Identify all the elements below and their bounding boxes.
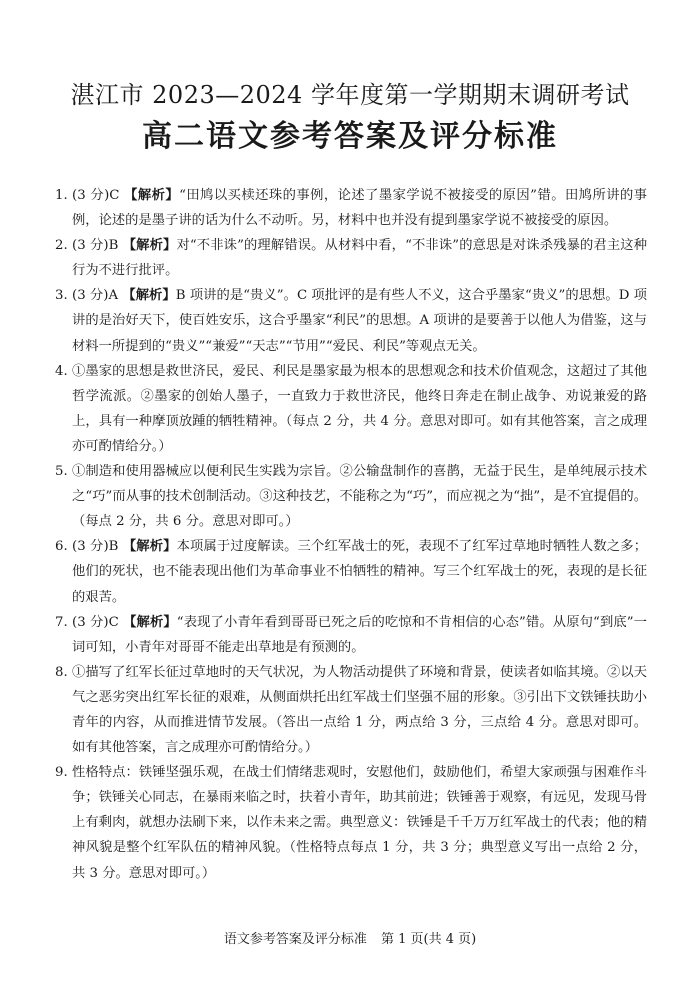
- analysis-tag: 【解析】: [122, 288, 176, 304]
- page-footer: [0, 930, 700, 950]
- footer-doc-name: 语文参考答案及评分标准: [223, 932, 367, 947]
- answer-item-9: [55, 760, 647, 885]
- answer-item-6: [55, 534, 647, 609]
- answer-number: 7.: [55, 614, 68, 630]
- answer-item-7: [55, 610, 647, 660]
- answer-text: 对“不非诛”的理解错误。从材料中看，“不非诛”的意思是对诛杀残暴的君主这种行为不进行批评。: [72, 238, 647, 279]
- answer-choice: (3 分)C: [72, 188, 120, 203]
- answer-number: 5.: [55, 464, 68, 480]
- answer-text: ①描写了红军长征过草地时的天气状况，为人物活动提供了环境和背景，使读者如临其境。②以天气之恶劣突出红军长征的艰难，从侧面烘托出红军战士们坚强不屈的形象。③引出下文铁锤扶助小青年的内容，从而推进情节发展。（答出一点给 1 分，两点给 3 分，三点给 4 分。意思对即可。如有其他答案，言之成理亦可酌情给分。）: [72, 664, 647, 756]
- analysis-tag: 【解析】: [122, 539, 177, 555]
- answer-number: 4.: [55, 363, 68, 379]
- answer-text: ①墨家的思想是救世济民，爱民、利民是墨家最为根本的思想观念和技术价值观念，这超过了其他哲学流派。②墨家的创始人墨子，一直致力于救世济民，他终日奔走在制止战争、劝说兼爱的路上，具有一种摩顶放踵的牺牲精神。（每点 2 分，共 4 分。意思对即可。如有其他答案，言之成理亦可酌情给分。）: [72, 363, 647, 454]
- answer-number: 1.: [55, 188, 68, 203]
- exam-title: 湛江市 2023—2024 学年度第一学期期末调研考试: [70, 81, 630, 109]
- answer-item-1: [55, 183, 647, 233]
- answer-text: 本项属于过度解读。三个红军战士的死，表现不了红军过草地时牺牲人数之多；他们的死状，也不能表现出他们为革命事业不怕牺牲的精神。写三个红军战士的死，表现的是长征的艰苦。: [72, 539, 647, 605]
- analysis-tag: 【解析】: [123, 614, 177, 630]
- document-subtitle: 高二语文参考答案及评分标准: [142, 119, 558, 154]
- answer-item-8: [55, 660, 647, 760]
- answer-choice: (3 分)B: [72, 238, 119, 254]
- answer-list: [55, 183, 647, 886]
- footer-page-number: 第 1 页(共 4 页): [380, 932, 477, 947]
- answer-text: 性格特点：铁锤坚强乐观，在战士们情绪悲观时，安慰他们，鼓励他们，希望大家顽强与困难作斗争；铁锤关心同志，在暴雨来临之时，扶着小青年，助其前进；铁锤善于观察，有远见，发现马骨上有剩肉，就想办法刷下来，以作未来之需。典型意义：铁锤是千千万万红军战士的代表；他的精神风貌是整个红军队伍的精神风貌。（性格特点每点 1 分，共 3 分；典型意义写出一点给 2 分，共 3 分。意思对即可。）: [72, 765, 647, 881]
- answer-item-2: [55, 233, 647, 283]
- answer-text: ①制造和使用器械应以便利民生实践为宗旨。②公输盘制作的喜鹊，无益于民生，是单纯展示技术之“巧”而从事的技术创制活动。③这种技艺，不能称之为“巧”，而应视之为“拙”，是不宜提倡的。（每点 2 分，共 6 分。意思对即可。）: [72, 464, 647, 530]
- answer-text: “表现了小青年看到哥哥已死之后的吃惊和不肯相信的心态”错。从原句“到底”一词可知，小青年对哥哥不能走出草地是有预测的。: [72, 614, 647, 655]
- analysis-tag: 【解析】: [124, 188, 180, 203]
- answer-number: 9.: [55, 765, 68, 781]
- answer-number: 2.: [55, 238, 68, 254]
- answer-text: “田鸠以买椟还珠的事例，论述了墨家学说不被接受的原因”错。田鸠所讲的事例，论述的是墨子讲的话为什么不动听。另，材料中也并没有提到墨家学说不被接受的原因。: [72, 188, 647, 229]
- answer-text: B 项讲的是“贵义”。C 项批评的是有些人不义，这合乎墨家“贵义”的思想。D 项讲的是治好天下，使百姓安乐，这合乎墨家“利民”的思想。A 项讲的是要善于以他人为借鉴，这与材料一所提到的“贵义”“兼爱”“天志”“节用”“爱民、利民”等观点无关。: [72, 288, 648, 354]
- answer-choice: (3 分)B: [72, 539, 119, 555]
- answer-choice: (3 分)C: [72, 614, 119, 630]
- answer-choice: (3 分)A: [72, 288, 119, 304]
- answer-number: 6.: [55, 539, 68, 555]
- answer-item-3: [55, 283, 647, 358]
- answer-number: 8.: [55, 664, 68, 680]
- analysis-tag: 【解析】: [122, 238, 177, 254]
- answer-item-4: [55, 359, 647, 459]
- answer-number: 3.: [55, 288, 68, 304]
- answer-item-5: [55, 459, 647, 534]
